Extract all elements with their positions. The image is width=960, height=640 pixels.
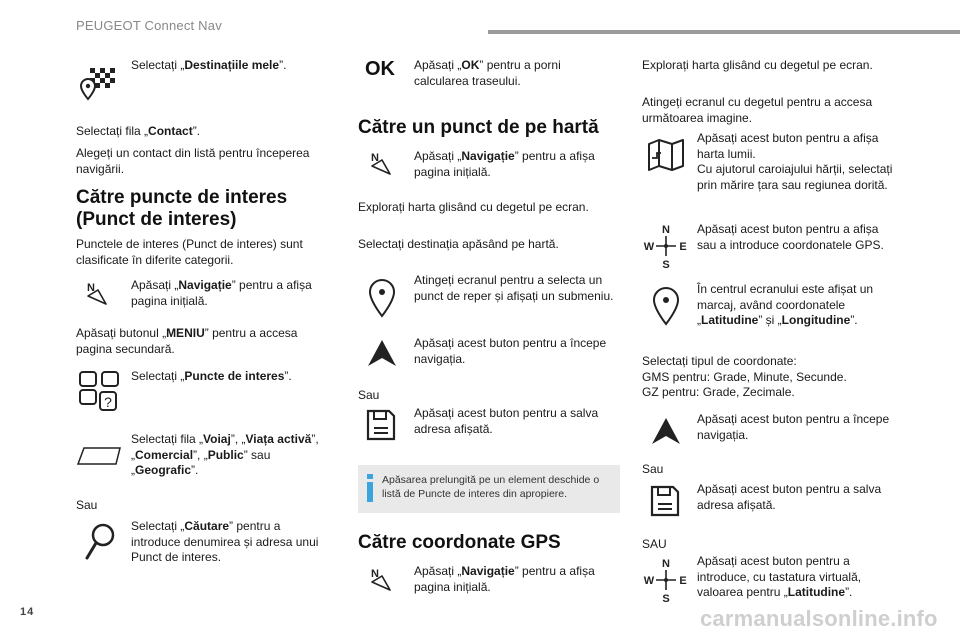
navigation-icon-3 <box>368 566 394 592</box>
col1-poi-intro-text: Punctele de interes (Punct de interes) sunt clasificate în diferite categorii. <box>76 237 303 267</box>
nav-letter-n-2: N <box>371 152 379 164</box>
nav-letter-n-3: N <box>371 568 379 580</box>
watermark: carmanualsonline.info <box>700 606 938 631</box>
navigation-icon <box>84 280 110 306</box>
col2-save-text: Apăsați acest buton pentru a salva adresa afișată. <box>414 406 599 436</box>
compass-e-2: E <box>679 575 687 587</box>
col2-ok-text: Apăsați „OK” pentru a porni calcularea traseului. <box>414 58 561 88</box>
info-text: Apăsarea prelungită pe un element deschide o listă de Puncte de interes din apropiere. <box>382 474 600 500</box>
col3-sau-text: Sau <box>642 462 664 476</box>
col1-contact-text: Selectați fila „Contact”. <box>76 124 201 138</box>
col2-select-dest-text: Selectați destinația apăsând pe hartă. <box>358 237 559 251</box>
col2-nav-text: Apăsați „Navigație” pentru a afișa pagina inițială. <box>414 149 595 179</box>
col3-gps-text: Apăsați acest buton pentru a afișa sau a introduce coordonatele GPS. <box>697 222 884 252</box>
ok-icon: OK <box>365 58 395 80</box>
navigation-icon-2 <box>368 150 394 176</box>
save-icon <box>364 408 398 444</box>
col3-sau2-text: SAU <box>642 537 667 551</box>
category-tab-icon <box>76 446 122 466</box>
page-number: 14 <box>20 606 35 618</box>
col1-heading: Către puncte de interes (Punct de interes) <box>76 187 288 230</box>
col1-nav-text: Apăsați „Navigație” pentru a afișa pagina inițială. <box>131 278 312 308</box>
col3-coord-type-text: Selectați tipul de coordonate: GMS pentru: Grade, Minute, Secunde. GZ pentru: Grade, Zecimale. <box>642 354 847 399</box>
col1-search-text: Selectați „Căutare” pentru a introduce denumirea și adresa unui Punct de interes. <box>131 519 319 564</box>
gps-compass-icon <box>642 222 690 272</box>
col2-start-text: Apăsați acest buton pentru a începe navigația. <box>414 336 607 366</box>
poi-categories-icon <box>78 370 122 414</box>
col3-world-map-text: Apăsați acest buton pentru a afișa harta lumii. Cu ajutorul caroiajului hărții, selectați prin mărire țara sau regiunea dorită. <box>697 131 893 192</box>
save-icon-2 <box>648 484 682 520</box>
col1-choose-contact-text: Alegeți un contact din listă pentru începerea navigării. <box>76 146 310 176</box>
col1-sau-text: Sau <box>76 498 98 512</box>
col1-menu-text: Apăsați butonul „MENIU” pentru a accesa pagina secundară. <box>76 326 298 356</box>
gps-compass-icon-2 <box>642 556 690 606</box>
col3-start-text: Apăsați acest buton pentru a începe navigația. <box>697 412 890 442</box>
col3-save-text: Apăsați acest buton pentru a salva adresa afișată. <box>697 482 882 512</box>
nav-letter-n: N <box>87 282 95 294</box>
info-icon <box>367 474 372 502</box>
map-pin-icon <box>366 278 398 318</box>
col2-explore-text: Explorați harta glisând cu degetul pe ecran. <box>358 200 589 214</box>
col2-touch-text: Atingeți ecranul pentru a selecta un punct de reper și afișați un submeniu. <box>414 273 614 303</box>
start-navigation-icon <box>366 338 398 370</box>
compass-w-2: W <box>643 575 655 587</box>
compass-n-2: N <box>662 558 670 570</box>
start-navigation-icon-2 <box>650 416 682 448</box>
col1-tabs-text: Selectați fila „Voiaj”, „Viața activă”, „Comercial”, „Public” sau „Geografic”. <box>131 432 319 477</box>
info-box <box>358 465 620 513</box>
col2-sau-text: Sau <box>358 388 380 402</box>
col2-heading-map: Către un punct de pe hartă <box>358 117 599 138</box>
header-title: PEUGEOT Connect Nav <box>76 18 222 33</box>
compass-e: E <box>679 241 687 253</box>
col2-nav-gps-text: Apăsați „Navigație” pentru a afișa pagina inițială. <box>414 564 595 594</box>
marker-pin-icon <box>650 286 682 326</box>
compass-w: W <box>643 241 655 253</box>
col1-poi-text: Selectați „Puncte de interes”. <box>131 369 292 383</box>
compass-s-2: S <box>662 593 670 604</box>
search-icon <box>82 522 118 562</box>
col2-heading-gps: Către coordonate GPS <box>358 532 561 553</box>
col3-latitude-text: Apăsați acest buton pentru a introduce, cu tastatura virtuală, valoarea pentru „Latitudine”. <box>697 554 862 599</box>
col3-touch-text: Atingeți ecranul cu degetul pentru a accesa următoarea imagine. <box>642 95 873 125</box>
header-bar <box>488 30 960 34</box>
compass-n: N <box>662 224 670 236</box>
col3-explore-text: Explorați harta glisând cu degetul pe ecran. <box>642 58 873 72</box>
col3-marker-text: În centrul ecranului este afișat un marcaj, având coordonatele „Latitudine” și „Longitudine”. <box>697 282 874 327</box>
svg-text:?: ? <box>104 394 112 410</box>
world-map-icon <box>646 138 686 174</box>
compass-s: S <box>662 259 670 270</box>
destination-flag-icon <box>78 66 118 106</box>
col1-destinations-text: Selectați „Destinațiile mele”. <box>131 58 287 72</box>
